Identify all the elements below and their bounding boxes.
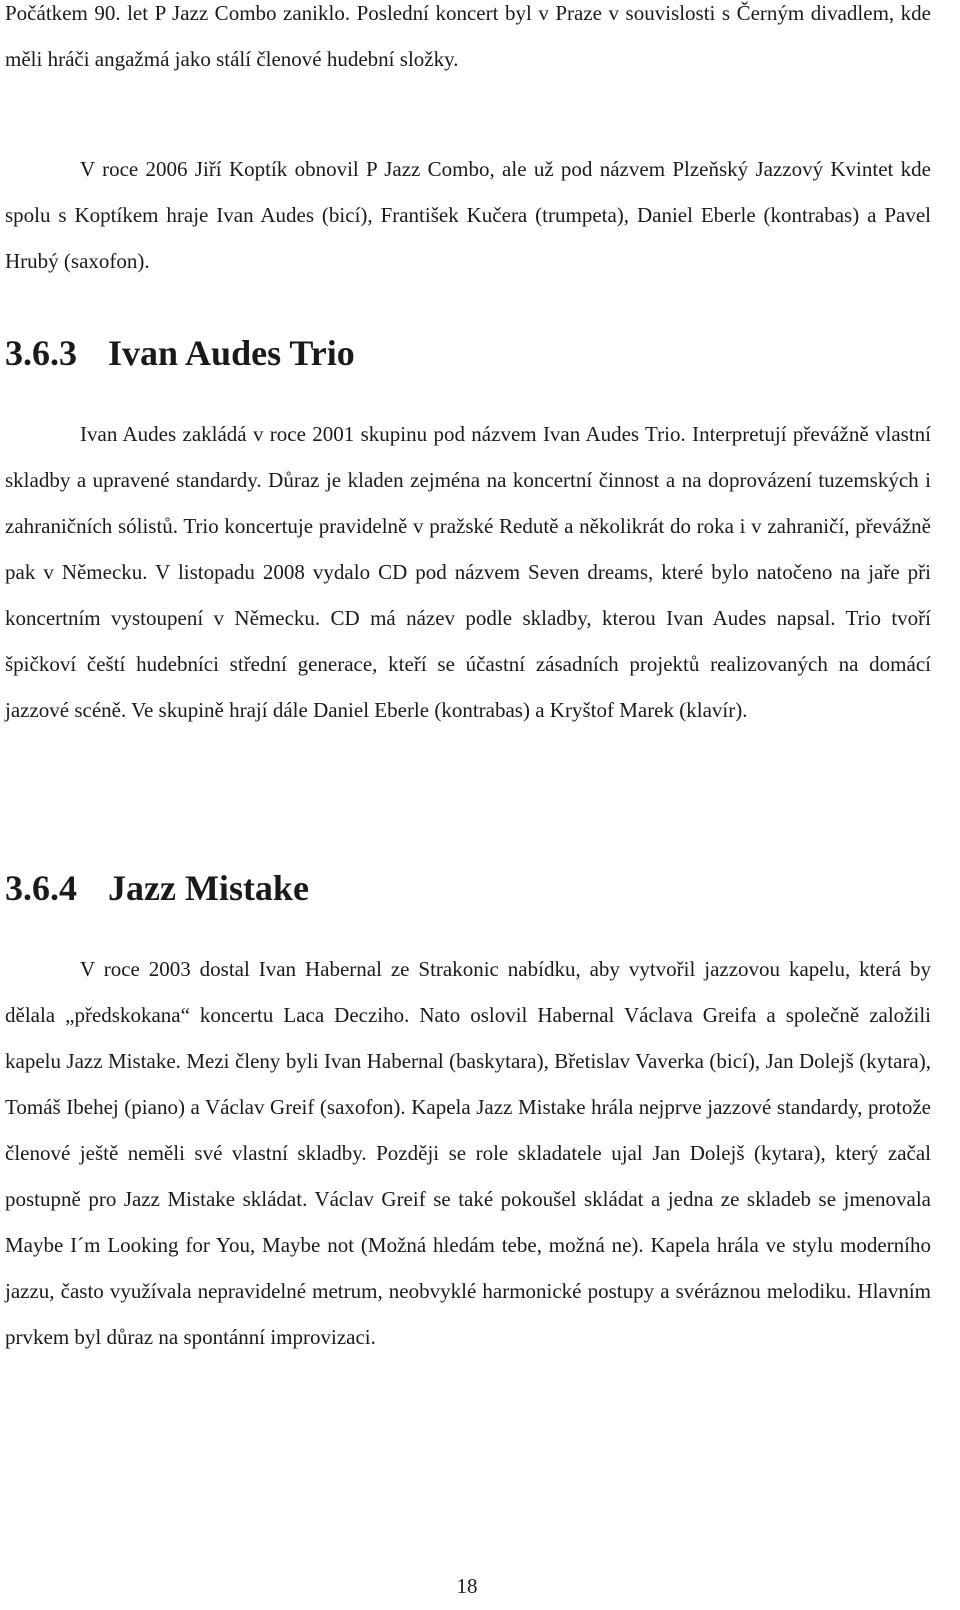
paragraph-ivan-audes-trio: Ivan Audes zakládá v roce 2001 skupinu pod názvem Ivan Audes Trio. Interpretují převážně vlastní skladby a upravené standardy. Důraz je kladen zejména na koncertní činnost a na doprovázení tuzemských i zahraničních sólistů. Trio koncertuje pravidelně v pražské Redutě a několikrát do roka i v zahraničí, převážně pak v Německu. V listopadu 2008 vydalo CD pod názvem Seven dreams, které bylo natočeno na jaře při koncertním vystoupení v Německu. CD má název podle skladby, kterou Ivan Audes napsal. Trio tvoří špičkoví čeští hudebníci střední generace, kteří se účastní zásadních projektů realizovaných na domácí jazzové scéně. Ve skupině hrají dále Daniel Eberle (kontrabas) a Kryštof Marek (klavír). [5, 422, 931, 722]
section-heading-jazz-mistake [5, 866, 309, 910]
section-number: 3.6.4 [5, 868, 77, 908]
page-number: 18 [456, 1574, 478, 1598]
section-number: 3.6.3 [5, 333, 77, 373]
paragraph-plzensky-kvintet: V roce 2006 Jiří Koptík obnovil P Jazz Combo, ale už pod názvem Plzeňský Jazzový Kvintet kde spolu s Koptíkem hraje Ivan Audes (bicí), František Kučera (trumpeta), Daniel Eberle (kontrabas) a Pavel Hrubý (saxofon). [5, 157, 931, 273]
paragraph-jazz-mistake: V roce 2003 dostal Ivan Habernal ze Strakonic nabídku, aby vytvořil jazzovou kapelu, která by dělala „předskokana“ koncertu Laca Decziho. Nato oslovil Habernal Václava Greifa a společně založili kapelu Jazz Mistake. Mezi členy byli Ivan Habernal (baskytara), Břetislav Vaverka (bicí), Jan Dolejš (kytara), Tomáš Ibehej (piano) a Václav Greif (saxofon). Kapela Jazz Mistake hrála nejprve jazzové standardy, protože členové ještě neměli své vlastní skladby. Později se role skladatele ujal Jan Dolejš (kytara), který začal postupně pro Jazz Mistake skládat. Václav Greif se také pokoušel skládat a jedna ze skladeb se jmenovala Maybe I´m Looking for You, Maybe not (Možná hledám tebe, možná ne). Kapela hrála ve stylu moderního jazzu, často využívala nepravidelné metrum, neobvyklé harmonické postupy a svéráznou melodiku. Hlavním prvkem byl důraz na spontánní improvizaci. [5, 957, 931, 1349]
section-title: Ivan Audes Trio [108, 333, 355, 373]
section-title: Jazz Mistake [108, 868, 309, 908]
paragraph-p-jazz-combo-end: Počátkem 90. let P Jazz Combo zaniklo. Poslední koncert byl v Praze v souvislosti s Černým divadlem, kde měli hráči angažmá jako stálí členové hudební složky. [5, 1, 931, 71]
section-heading-ivan-audes-trio [5, 331, 355, 375]
